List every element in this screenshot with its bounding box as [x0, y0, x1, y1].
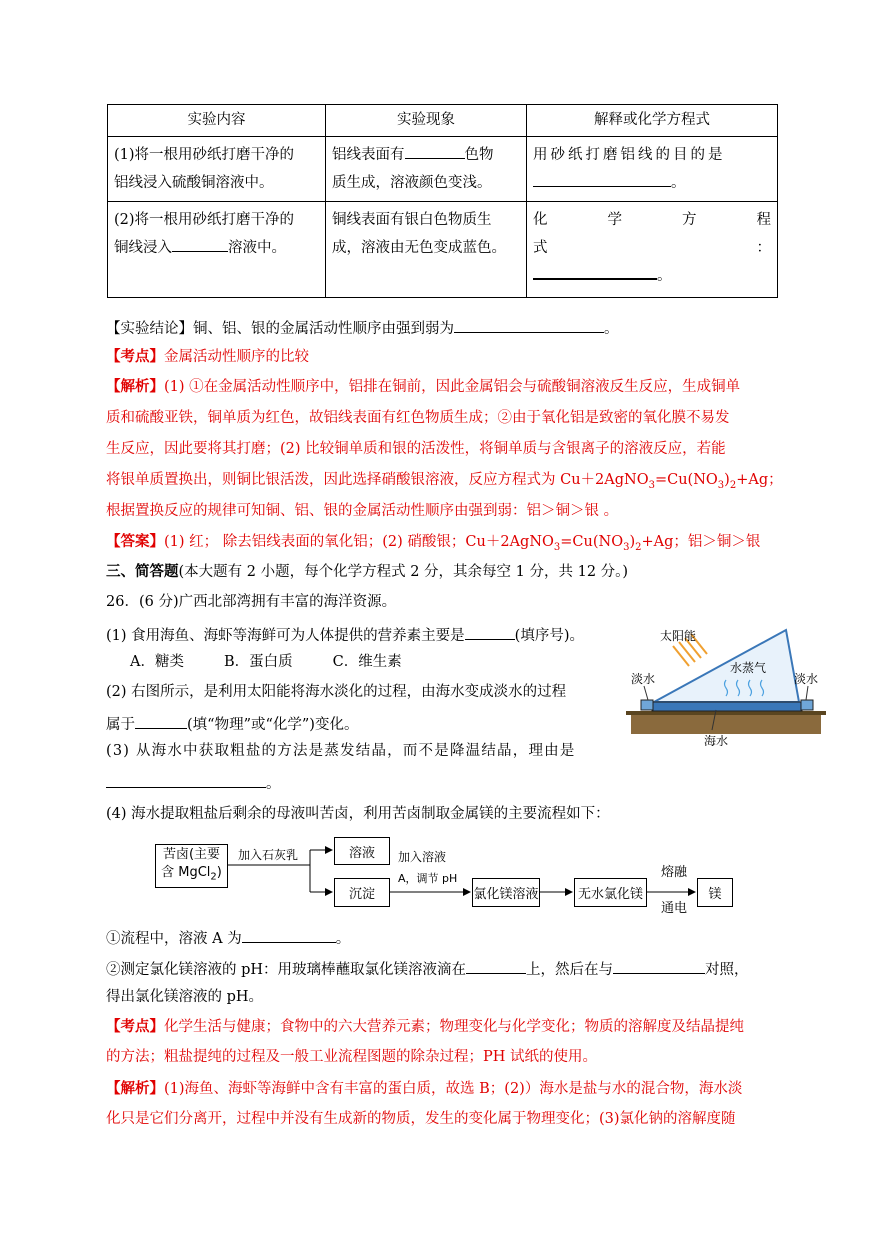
answer-blank[interactable]	[613, 957, 705, 974]
question-text: 。	[266, 776, 281, 792]
flow-box-mg: 镁	[697, 878, 733, 907]
cell-text: 。	[671, 175, 686, 191]
flow-label-electrify: 通电	[661, 901, 688, 916]
table-cell	[108, 202, 326, 298]
flow-chart	[150, 836, 740, 916]
answer-blank[interactable]	[106, 771, 266, 788]
cell-text: 铝线表面有	[332, 147, 405, 163]
cell-text: 色物	[464, 147, 494, 163]
cell-text	[533, 206, 771, 234]
flow-box-kulu	[155, 844, 228, 888]
question-text: 对照，	[705, 962, 749, 978]
jiexi-text: )	[724, 472, 730, 488]
option-a: A．糖类	[130, 654, 184, 670]
answer-text: )	[629, 534, 636, 550]
question-text: 。	[335, 931, 351, 947]
jiexi-text: (1) ①在金属活动性顺序中，铝排在铜前，因此金属铝会与硫酸铜溶液反生反应，生成铜单	[164, 379, 741, 395]
cell-text: 质生成，溶液颜色变浅。	[332, 175, 492, 191]
experiment-table	[107, 104, 778, 298]
jiexi-line	[106, 377, 779, 397]
table-cell	[326, 202, 527, 298]
table-header-row	[108, 105, 778, 137]
question-text: 得出氯化镁溶液的 pH。	[106, 989, 264, 1005]
cell-text	[533, 262, 771, 290]
answer-blank[interactable]	[242, 926, 336, 943]
section-label: 【考点】	[106, 348, 164, 365]
table-cell	[326, 137, 527, 202]
seawater-basin	[652, 702, 802, 711]
subscript: 3	[717, 479, 725, 491]
jiexi-line: 生反应，因此要将其打磨；(2) 比较铜单质和银的活泼性，将铜单质与含银离子的溶液反应，若能	[106, 441, 726, 457]
cell-char: 化	[533, 212, 548, 228]
jiexi-text: +Ag；	[736, 472, 783, 488]
cell-text: 。	[657, 268, 672, 284]
cell-char: ：	[756, 240, 771, 256]
kaodian-line	[106, 1017, 779, 1037]
kaodian-1	[106, 347, 779, 367]
still-label-sun: 太阳能	[660, 629, 697, 643]
section-label: 【考点】	[106, 1018, 164, 1035]
cell-text	[533, 169, 771, 197]
jiexi-line	[106, 1079, 779, 1099]
cell-text: 铝线浸入硫酸铜溶液中。	[114, 175, 274, 191]
kaodian-text: 化学生活与健康；食物中的六大营养元素；物理变化与化学变化；物质的溶解度及结晶提纯	[164, 1019, 744, 1035]
answer-blank[interactable]	[405, 142, 465, 159]
question-title: 26．(6 分)广西北部湾拥有丰富的海洋资源。	[106, 594, 397, 610]
question-text: (4) 海水提取粗盐后剩余的母液叫苦卤，利用苦卤制取金属镁的主要流程如下：	[106, 806, 610, 822]
flow-label-melt: 熔融	[661, 865, 688, 880]
question-text: ①流程中，溶液 A 为	[106, 931, 242, 947]
cell-char: 方	[682, 212, 697, 228]
cell-text: 溶液中。	[228, 240, 286, 256]
flow-label-add-lime: 加入石灰乳	[238, 848, 299, 862]
still-label-vapor: 水蒸气	[730, 661, 767, 675]
question-text: (填“物理”或“化学”)变化。	[187, 717, 359, 733]
table-cell	[108, 137, 326, 202]
table-row	[108, 202, 778, 298]
cell-text	[114, 234, 319, 262]
jiexi-line: 根据置换反应的规律可知铜、铝、银的金属活动性顺序由强到弱：铝＞铜＞银 。	[106, 503, 619, 519]
section-title: 三、简答题	[106, 563, 179, 580]
answer-1	[106, 532, 779, 558]
question-text: (填序号)。	[514, 628, 584, 644]
cell-char: 程	[756, 212, 771, 228]
answer-blank[interactable]	[533, 170, 671, 187]
question-part	[106, 771, 779, 794]
answer-blank[interactable]	[454, 316, 604, 333]
flow-box-solution: 溶液	[334, 837, 390, 865]
answer-blank[interactable]	[135, 712, 187, 729]
cell-char: 式	[533, 240, 548, 256]
conclusion-text: 铜、铝、银的金属活动性顺序由强到弱为	[193, 321, 454, 337]
answer-blank[interactable]	[465, 623, 515, 640]
table-cell	[527, 137, 778, 202]
answer-blank[interactable]	[466, 957, 526, 974]
table-cell	[527, 202, 778, 298]
question-text: (3) 从海水中获取粗盐的方法是蒸发结晶，而不是降温结晶，理由是	[106, 743, 576, 759]
kaodian-line: 的方法；粗盐提纯的过程及一般工业流程图题的除杂过程；PH 试纸的使用。	[106, 1049, 598, 1065]
answer-blank[interactable]	[172, 235, 228, 252]
question-text: (1) 食用海鱼、海虾等海鲜可为人体提供的营养素主要是	[106, 628, 465, 644]
jiexi-text: =Cu(NO	[654, 472, 718, 488]
jiexi-line: 化只是它们分离开，过程中并没有生成新的物质，发生的变化属于物理变化；(3)氯化钠的溶解度随	[106, 1111, 736, 1127]
option-c: C．维生素	[332, 654, 402, 670]
jiexi-text: (1)海鱼、海虾等海鲜中含有丰富的蛋白质，故选 B；(2)）海水是盐与水的混合物，海水淡	[164, 1081, 743, 1097]
flow-box-anhydrous-mgcl: 无水氯化镁	[574, 878, 647, 907]
jiexi-line: 质和硫酸亚铁，铜单质为红色，故铝线表面有红色物质生成；②由于氧化铝是致密的氧化膜不易发	[106, 410, 730, 426]
subscript: 3	[648, 479, 655, 491]
table-header: 实验现象	[326, 105, 527, 137]
table-header: 实验内容	[108, 105, 326, 137]
cell-text	[332, 141, 520, 169]
flow-box-precipitate: 沉淀	[334, 878, 390, 907]
cell-text: (1)将一根用砂纸打磨干净的	[114, 147, 295, 163]
flow-text: )	[216, 864, 222, 880]
section-label: 【答案】	[106, 533, 164, 550]
subscript: 3	[623, 541, 630, 553]
flow-text: 苦卤(主要	[162, 846, 221, 862]
flow-box-mgcl-solution: 氯化镁溶液	[472, 878, 540, 907]
jiexi-text: 将银单质置换出，则铜比银活泼，因此选择硝酸银溶液，反应方程式为 Cu＋2AgNO	[106, 472, 649, 488]
cell-text: 铜线浸入	[114, 240, 172, 256]
flow-text: 含 MgCl	[161, 864, 211, 880]
cell-text	[533, 234, 771, 262]
flow-label-adjust-ph: A，调节 pH	[398, 872, 458, 885]
solar-still-figure	[626, 618, 826, 752]
cell-text: 铜线表面有银白色物质生	[332, 212, 492, 228]
still-label-fresh-left: 淡水	[631, 672, 656, 686]
kaodian-text: 金属活动性顺序的比较	[164, 349, 309, 365]
experiment-conclusion	[106, 316, 779, 339]
question-text: ②测定氯化镁溶液的 pH：用玻璃棒蘸取氯化镁溶液滴在	[106, 962, 467, 978]
option-b: B．蛋白质	[223, 654, 293, 670]
subscript: 2	[210, 871, 217, 883]
table-row	[108, 137, 778, 202]
subscript: 2	[729, 479, 737, 491]
question-text: 上，然后在与	[526, 962, 614, 978]
answer-text: (1) 红； 除去铝线表面的氧化铝；(2) 硝酸银；Cu＋2AgNO	[164, 534, 554, 550]
flow-text	[161, 864, 222, 887]
table-header: 解释或化学方程式	[527, 105, 778, 137]
answer-text: +Ag；铝＞铜＞银	[641, 534, 761, 550]
conclusion-text: 。	[604, 321, 619, 337]
question-text: (2) 右图所示，是利用太阳能将海水淡化的过程，由海水变成淡水的过程	[106, 684, 567, 700]
cell-text: (2)将一根用砂纸打磨干净的	[114, 212, 295, 228]
cell-char: 学	[607, 212, 622, 228]
subscript: 2	[635, 541, 642, 553]
question-text: 属于	[106, 717, 135, 733]
subscript: 3	[553, 541, 561, 553]
question-part	[106, 926, 779, 949]
section-label: 【解析】	[106, 378, 164, 395]
cell-text: 用砂纸打磨铝线的目的是	[533, 147, 726, 163]
section-label: 【实验结论】	[106, 321, 193, 337]
still-label-sea: 海水	[704, 734, 729, 748]
section-desc: (本大题有 2 小题，每个化学方程式 2 分，其余每空 1 分，共 12 分。)	[178, 564, 629, 580]
ground-base	[631, 714, 821, 734]
still-label-fresh-right: 淡水	[794, 672, 819, 686]
answer-blank[interactable]	[533, 262, 657, 280]
jiexi-line	[106, 470, 783, 496]
cell-text: 成，溶液由无色变成蓝色。	[332, 240, 506, 256]
answer-text: =Cu(NO	[560, 534, 624, 550]
flow-label-add-a: 加入溶液	[398, 850, 447, 864]
section-label: 【解析】	[106, 1080, 164, 1097]
question-part	[106, 957, 779, 980]
section-3-heading	[106, 562, 779, 582]
